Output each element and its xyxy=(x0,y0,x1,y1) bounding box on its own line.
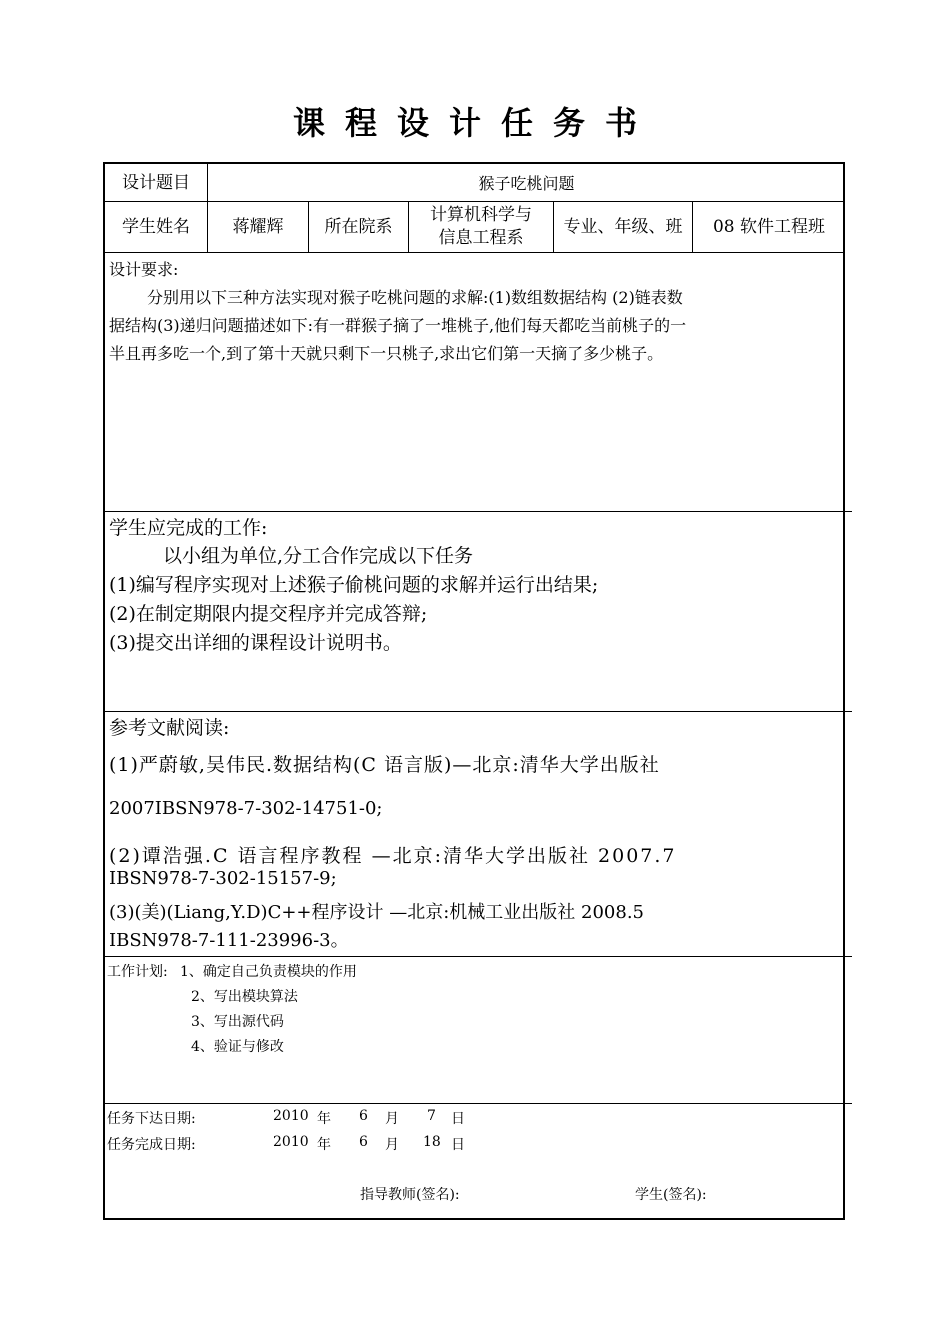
issue-date-label: 任务下达日期: xyxy=(107,1111,196,1127)
reference-3-line1: (3)(美)(Liang,Y.D)C++程序设计 —北京:机械工业出版社 2008.5 xyxy=(109,902,645,923)
work-intro: 以小组为单位,分工合作完成以下任务 xyxy=(163,545,474,567)
divider xyxy=(105,711,852,712)
finish-date-label: 任务完成日期: xyxy=(107,1137,196,1153)
divider xyxy=(105,956,852,957)
plan-item-4: 4、验证与修改 xyxy=(191,1039,284,1055)
finish-year: 2010 xyxy=(273,1134,309,1150)
department-label: 所在院系 xyxy=(324,216,393,237)
plan-label: 工作计划: xyxy=(107,964,168,980)
issue-day-unit: 日 xyxy=(451,1111,465,1127)
finish-month: 6 xyxy=(359,1134,368,1150)
issue-month: 6 xyxy=(359,1108,368,1124)
class-label: 专业、年级、班 xyxy=(563,216,683,237)
finish-month-unit: 月 xyxy=(385,1137,399,1153)
document-title: 课程设计任务书 xyxy=(292,104,657,142)
divider xyxy=(207,164,208,202)
work-item-1: (1)编写程序实现对上述猴子偷桃问题的求解并运行出结果; xyxy=(109,574,599,596)
finish-year-unit: 年 xyxy=(317,1137,331,1153)
requirements-line2: 据结构(3)递归问题描述如下:有一群猴子摘了一堆桃子,他们每天都吃当前桃子的一 xyxy=(109,316,687,335)
divider xyxy=(105,1103,852,1104)
class-value: 08 软件工程班 xyxy=(712,216,826,237)
work-item-2: (2)在制定期限内提交程序并完成答辩; xyxy=(109,603,428,625)
department-value xyxy=(409,202,553,252)
finish-day-unit: 日 xyxy=(451,1137,465,1153)
student-name-value: 蒋耀辉 xyxy=(232,216,284,237)
teacher-signature-label: 指导教师(签名): xyxy=(360,1187,460,1203)
plan-item-1: 1、确定自己负责模块的作用 xyxy=(180,964,357,980)
reference-1-line1: (1)严蔚敏,吴伟民.数据结构(C 语言版)—北京:清华大学出版社 xyxy=(109,754,660,776)
reference-2-line2: IBSN978-7-302-15157-9; xyxy=(109,868,337,889)
requirements-line3: 半且再多吃一个,到了第十天就只剩下一只桃子,求出它们第一天摘了多少桃子。 xyxy=(109,344,664,363)
plan-item-3: 3、写出源代码 xyxy=(191,1014,284,1030)
department-value-line1: 计算机科学与 xyxy=(430,205,532,225)
topic-value: 猴子吃桃问题 xyxy=(478,173,575,193)
student-signature-label: 学生(签名): xyxy=(635,1187,707,1203)
reference-3-line2: IBSN978-7-111-23996-3。 xyxy=(109,930,349,951)
requirements-heading: 设计要求: xyxy=(109,260,179,279)
issue-month-unit: 月 xyxy=(385,1111,399,1127)
issue-day: 7 xyxy=(427,1108,436,1124)
finish-day: 18 xyxy=(423,1134,441,1150)
references-heading: 参考文献阅读: xyxy=(109,717,230,739)
divider xyxy=(105,252,843,253)
plan-item-2: 2、写出模块算法 xyxy=(191,989,298,1005)
requirements-line1: 分别用以下三种方法实现对猴子吃桃问题的求解:(1)数组数据结构 (2)链表数 xyxy=(147,288,683,307)
issue-year-unit: 年 xyxy=(317,1111,331,1127)
work-item-3: (3)提交出详细的课程设计说明书。 xyxy=(109,632,402,654)
work-heading: 学生应完成的工作: xyxy=(109,517,268,539)
issue-year: 2010 xyxy=(273,1108,309,1124)
task-table xyxy=(103,162,845,1220)
student-name-label: 学生姓名 xyxy=(122,216,190,237)
department-value-line2: 信息工程系 xyxy=(438,228,524,248)
topic-label: 设计题目 xyxy=(122,172,190,193)
reference-2-line1: (2)谭浩强.C 语言程序教程 —北京:清华大学出版社 2007.7 xyxy=(109,845,677,867)
divider xyxy=(105,511,852,512)
reference-1-line2: 2007IBSN978-7-302-14751-0; xyxy=(109,798,383,819)
